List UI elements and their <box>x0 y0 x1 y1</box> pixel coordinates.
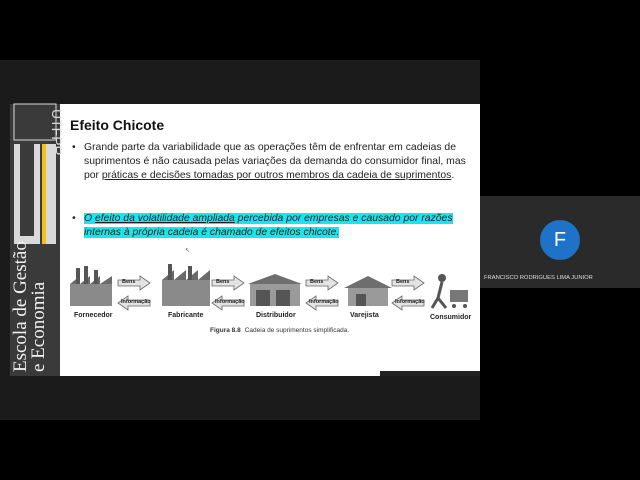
retailer-store-icon <box>344 276 392 306</box>
info-label-3: Informação <box>309 299 339 305</box>
presentation-slide <box>10 104 480 376</box>
svg-text:UTFPR: UTFPR <box>49 109 65 156</box>
participant-avatar: F <box>540 220 580 260</box>
info-label-1: Informação <box>121 299 151 305</box>
participant-tile[interactable] <box>480 196 640 288</box>
school-name <box>12 102 48 372</box>
node-manufacturer: Fabricante <box>168 312 204 319</box>
bullet-bullwhip: • O efeito da volatilidade ampliada percebida por empresas e causado por razões internas à própria cadeia é chamado de efeitos chicote. <box>84 212 474 240</box>
supplier-factory-icon <box>70 266 112 306</box>
consumer-icon <box>432 274 468 308</box>
goods-label-2: Bens <box>216 279 230 285</box>
top-bar <box>0 0 640 60</box>
school-name-line2: e Economia <box>28 281 49 372</box>
goods-label-1: Bens <box>122 279 136 285</box>
node-consumer: Consumidor <box>430 314 472 321</box>
practices-link: práticas e decisões tomadas por outros membros da cadeia de suprimentos <box>101 170 452 181</box>
mouse-cursor-icon: ↖ <box>185 248 191 254</box>
info-label-4: Informação <box>395 299 425 305</box>
node-supplier: Fornecedor <box>74 312 113 319</box>
manufacturer-factory-icon <box>162 264 210 306</box>
goods-label-4: Bens <box>396 279 410 285</box>
university-logo <box>10 104 65 376</box>
slide-bottom-bar <box>380 371 480 376</box>
participant-name: FRANCISCO RODRIGUES LIMA JUNIOR <box>484 275 593 281</box>
distributor-warehouse-icon <box>248 274 302 306</box>
node-retailer: Varejista <box>350 312 379 319</box>
figure-caption: Figura 8.8 Cadeia de suprimentos simplificada. <box>210 327 350 334</box>
node-distributor: Distribuidor <box>256 312 296 319</box>
school-name-line1: Escola de Gestão <box>10 241 31 372</box>
slide-title: Efeito Chicote <box>70 117 165 133</box>
goods-label-3: Bens <box>310 279 324 285</box>
info-label-2: Informação <box>215 299 245 305</box>
volatility-link: efeito da volatilidade ampliada <box>94 213 235 224</box>
slide-content <box>70 104 480 376</box>
bullet-variability: • Grande parte da variabilidade que as operações têm de enfrentar em cadeias de suprimentos é não causada pelas variações da demanda do consumidor final, mas por práticas e decisões tomadas por outros membros da cadeia de suprimentos. <box>84 141 474 183</box>
